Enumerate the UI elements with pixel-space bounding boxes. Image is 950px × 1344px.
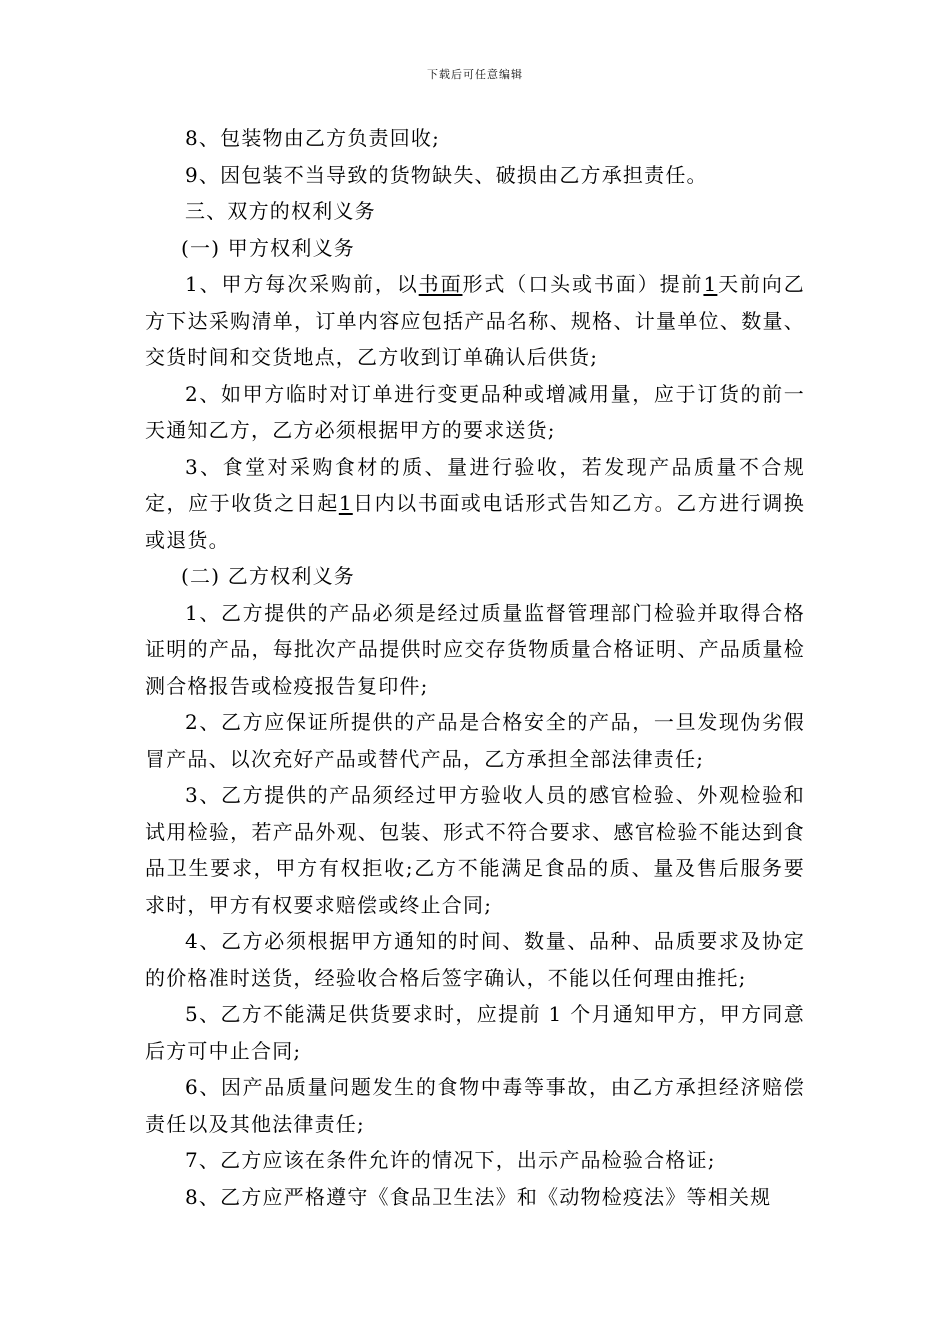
paragraph: 1、乙方提供的产品必须是经过质量监督管理部门检验并取得合格证明的产品，每批次产品提供时应交存货物质量合格证明、产品质量检测合格报告或检疫报告复印件; (145, 600, 805, 698)
paragraph: 8、乙方应严格遵守《食品卫生法》和《动物检疫法》等相关规 (185, 1184, 772, 1209)
text-run: 1、甲方每次采购前，以 (185, 272, 419, 296)
paragraph: 3、乙方提供的产品须经过甲方验收人员的感官检验、外观检验和试用检验，若产品外观、包装、形式不符合要求、感官检验不能达到食品卫生要求，甲方有权拒收;乙方不能满足食品的质、量及售后服务要求时，甲方有权要求赔偿或终止合同; (145, 783, 805, 917)
paragraph: 7、乙方应该在条件允许的情况下，出示产品检验合格证; (185, 1148, 716, 1172)
subsection-heading: (一) 甲方权利义务 (181, 235, 355, 260)
text-run: 天前向乙方下达采购清单，订单内容应包括产品名称、规格、计量单位、数量、交货时间和交货地点，乙方收到订单确认后供货; (145, 272, 805, 369)
paragraph: 6、因产品质量问题发生的食物中毒等事故，由乙方承担经济赔偿责任以及其他法律责任; (145, 1075, 805, 1136)
text-run: 3、食堂对采购食材的质、量进行验收，若发现产品质量不合规定，应于收货之日起 (145, 454, 805, 515)
paragraph: 9、因包装不当导致的货物缺失、破损由乙方承担责任。 (185, 162, 708, 187)
underlined-number: 1 (338, 491, 353, 515)
subsection-heading: (二) 乙方权利义务 (181, 564, 355, 588)
section-heading: 三、双方的权利义务 (185, 199, 376, 223)
text-run: 形式（口头或书面）提前 (462, 272, 704, 296)
paragraph (145, 266, 805, 376)
document-body (145, 120, 805, 1215)
paragraph: 4、乙方必须根据甲方通知的时间、数量、品种、品质要求及协定的价格准时送货，经验收合格后签字确认，不能以任何理由推托; (145, 929, 805, 990)
paragraph (145, 449, 805, 559)
paragraph: 8、包装物由乙方负责回收; (185, 126, 441, 150)
underlined-text: 书面 (418, 272, 463, 296)
text-run: 日内以书面或电话形式告知乙方。乙方进行调换或退货。 (145, 491, 805, 552)
paragraph: 2、如甲方临时对订单进行变更品种或增减用量，应于订货的前一天通知乙方，乙方必须根据甲方的要求送货; (145, 381, 805, 442)
page-header: 下载后可任意编辑 (427, 68, 523, 81)
paragraph: 5、乙方不能满足供货要求时，应提前 1 个月通知甲方，甲方同意后方可中止合同; (145, 1002, 805, 1063)
underlined-number: 1 (703, 272, 718, 296)
paragraph: 2、乙方应保证所提供的产品是合格安全的产品，一旦发现伪劣假冒产品、以次充好产品或替代产品，乙方承担全部法律责任; (145, 710, 805, 771)
